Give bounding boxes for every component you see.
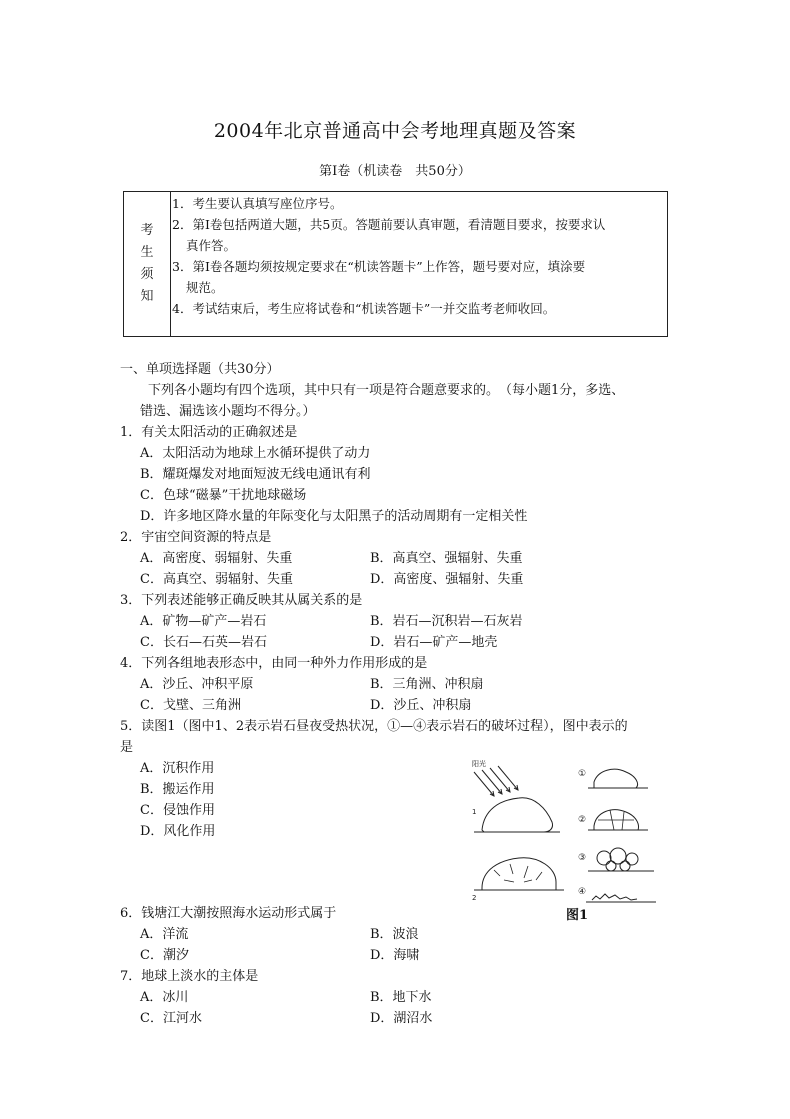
notice-line: 真作答。 bbox=[186, 238, 237, 253]
candidate-notice-box bbox=[123, 191, 668, 337]
option-c: C．潮汐 bbox=[140, 948, 189, 963]
figure-label-2: 2 bbox=[472, 894, 477, 902]
notice-line: 规范。 bbox=[186, 280, 224, 295]
figure-rock-weathering bbox=[464, 760, 674, 920]
question-stem: 是 bbox=[120, 740, 134, 755]
question-stem: 3．下列表述能够正确反映其从属关系的是 bbox=[120, 593, 363, 608]
option-d: D．高密度、强辐射、失重 bbox=[370, 572, 524, 587]
option-d: D．许多地区降水量的年际变化与太阳黑子的活动周期有一定相关性 bbox=[140, 509, 528, 524]
option-d: D．岩石—矿产—地壳 bbox=[370, 635, 498, 650]
option-c: C．色球“磁暴”干扰地球磁场 bbox=[140, 488, 307, 503]
notice-line: 4．考试结束后，考生应将试卷和“机读答题卡”一并交监考老师收回。 bbox=[172, 301, 556, 316]
option-b: B．岩石—沉积岩—石灰岩 bbox=[370, 614, 523, 629]
figure-caption: 图1 bbox=[566, 908, 589, 923]
option-c: C．江河水 bbox=[140, 1011, 202, 1026]
question-stem: 7．地球上淡水的主体是 bbox=[120, 969, 259, 984]
notice-heading-char: 生 bbox=[140, 245, 154, 260]
option-a: A．高密度、弱辐射、失重 bbox=[140, 551, 293, 566]
notice-line: 2．第Ⅰ卷包括两道大题，共5页。答题前要认真审题，看清题目要求，按要求认 bbox=[172, 217, 606, 232]
figure-step-4: ④ bbox=[578, 887, 587, 897]
page-title: 2004年北京普通高中会考地理真题及答案 bbox=[213, 120, 577, 142]
question-stem: 4．下列各组地表形态中，由同一种外力作用形成的是 bbox=[120, 656, 428, 671]
notice-line: 1．考生要认真填写座位序号。 bbox=[172, 196, 343, 211]
notice-body bbox=[172, 193, 663, 319]
option-b: B．高真空、强辐射、失重 bbox=[370, 551, 523, 566]
option-a: A．冰川 bbox=[140, 990, 189, 1005]
option-c: C．戈壁、三角洲 bbox=[140, 698, 241, 713]
option-b: B．耀斑爆发对地面短波无线电通讯有利 bbox=[140, 467, 371, 482]
option-b: B．三角洲、冲积扇 bbox=[370, 677, 484, 692]
option-d: D．湖沼水 bbox=[370, 1011, 433, 1026]
figure-step-1: ① bbox=[578, 769, 587, 779]
option-a: A．沉积作用 bbox=[140, 761, 215, 776]
figure-sunlight-label: 阳光 bbox=[472, 760, 486, 768]
option-c: C．长石—石英—岩石 bbox=[140, 635, 267, 650]
option-a: A．洋流 bbox=[140, 927, 189, 942]
section-heading: 一、单项选择题（共30分） bbox=[120, 362, 280, 377]
notice-heading-char: 须 bbox=[140, 267, 154, 282]
question-stem: 5．读图1（图中1、2表示岩石昼夜受热状况，①—④表示岩石的破坏过程），图中表示的 bbox=[120, 719, 628, 734]
section-instructions: 下列各小题均有四个选项，其中只有一项是符合题意要求的。 （每小题1分，多选、 bbox=[148, 383, 625, 398]
option-b: B．波浪 bbox=[370, 927, 419, 942]
option-d: D．风化作用 bbox=[140, 824, 216, 839]
section-instructions: 错选、漏选该小题均不得分。） bbox=[140, 404, 316, 419]
option-a: A．太阳活动为地球上水循环提供了动力 bbox=[140, 446, 371, 461]
notice-heading-char: 知 bbox=[140, 289, 154, 304]
paper-subtitle: 第Ⅰ卷（机读卷 共50分） bbox=[319, 164, 471, 179]
option-a: A．矿物—矿产—岩石 bbox=[140, 614, 267, 629]
figure-step-3: ③ bbox=[578, 853, 587, 863]
option-c: C．侵蚀作用 bbox=[140, 803, 215, 818]
option-c: C．高真空、弱辐射、失重 bbox=[140, 572, 293, 587]
notice-heading bbox=[124, 192, 171, 336]
notice-line: 3．第Ⅰ卷各题均须按规定要求在“机读答题卡”上作答，题号要对应，填涂要 bbox=[172, 259, 586, 274]
question-stem: 6．钱塘江大潮按照海水运动形式属于 bbox=[120, 906, 337, 921]
option-d: D．海啸 bbox=[370, 948, 420, 963]
question-stem: 1．有关太阳活动的正确叙述是 bbox=[120, 425, 298, 440]
notice-heading-char: 考 bbox=[140, 223, 154, 238]
question-stem: 2．宇宙空间资源的特点是 bbox=[120, 530, 272, 545]
option-b: B．地下水 bbox=[370, 990, 432, 1005]
option-a: A．沙丘、冲积平原 bbox=[140, 677, 254, 692]
option-d: D．沙丘、冲积扇 bbox=[370, 698, 472, 713]
figure-label-1: 1 bbox=[472, 808, 477, 816]
figure-step-2: ② bbox=[578, 815, 587, 825]
option-b: B．搬运作用 bbox=[140, 782, 215, 797]
